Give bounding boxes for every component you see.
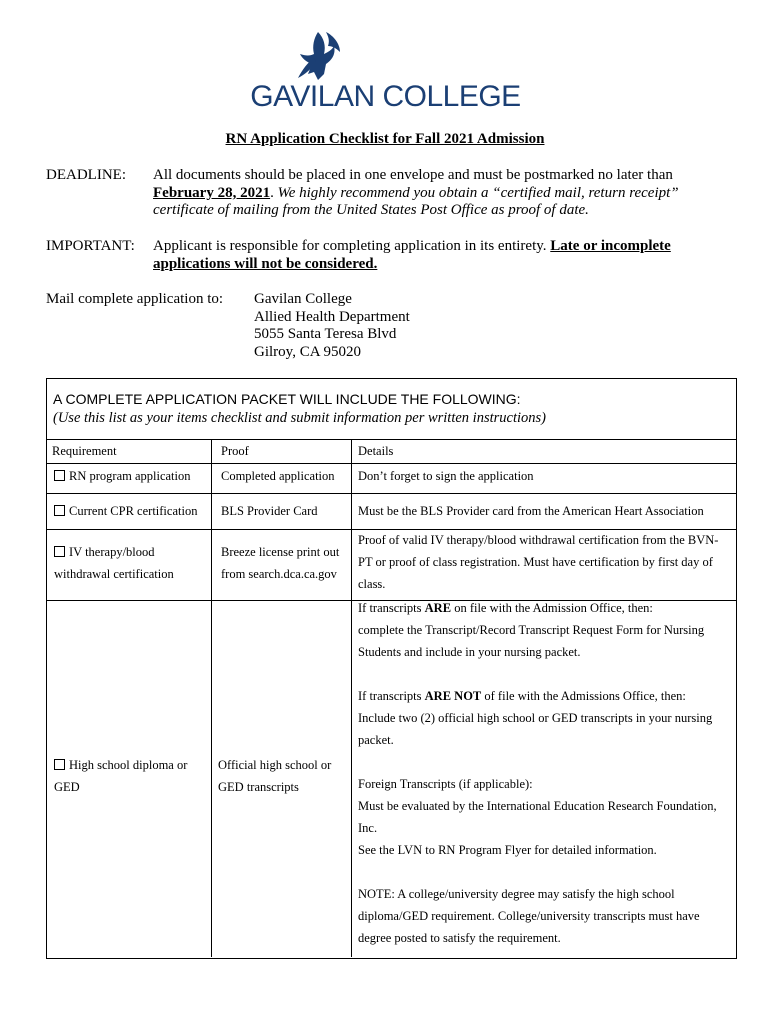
- details-line: Include two (2) official high school or GED transcripts in your nursing: [358, 711, 713, 725]
- details-line: NOTE: A college/university degree may satisfy the high school: [358, 887, 675, 901]
- details-line: diploma/GED requirement. College/university transcripts must have: [358, 909, 700, 923]
- requirement-label: Current CPR certification: [69, 504, 198, 518]
- row-divider: [47, 463, 736, 464]
- mailing-address: [254, 291, 410, 361]
- details-emphasis: ARE NOT: [424, 689, 482, 703]
- details-line: Inc.: [358, 821, 378, 835]
- requirement-label: RN program application: [69, 469, 191, 483]
- details-cell: [358, 529, 718, 595]
- header-requirement: Requirement: [52, 444, 117, 458]
- table-row: [54, 541, 174, 585]
- proof-cell: [221, 541, 339, 585]
- column-divider: [351, 439, 352, 957]
- checkbox[interactable]: [54, 759, 65, 770]
- details-line: [358, 597, 717, 619]
- important-emphasis: Late or incomplete applications will not be considered.: [153, 238, 671, 272]
- packet-heading-block: [53, 390, 546, 428]
- deadline-note: We highly recommend you obtain a “certified mail, return receipt” certificate of mailing from the United States Post Office as proof of date.: [153, 184, 679, 218]
- deadline-text: [153, 167, 713, 220]
- details-line: See the LVN to RN Program Flyer for detailed information.: [358, 843, 657, 857]
- details-line: degree posted to satisfy the requirement.: [358, 931, 561, 945]
- details-line: Proof of valid IV therapy/blood withdrawal certification from the BVN-: [358, 533, 719, 547]
- requirement-label: IV therapy/blood: [69, 545, 155, 559]
- proof-line: GED transcripts: [218, 780, 299, 794]
- address-line: 5055 Santa Teresa Blvd: [254, 326, 397, 342]
- table-row: [54, 754, 187, 798]
- deadline-label: DEADLINE:: [46, 167, 126, 183]
- address-line: Allied Health Department: [254, 308, 410, 325]
- details-line: Students and include in your nursing packet.: [358, 645, 581, 659]
- details-spacer: [358, 663, 717, 685]
- address-line: Gavilan College: [254, 291, 352, 307]
- row-divider: [47, 493, 736, 494]
- requirement-label: High school diploma or: [69, 758, 188, 772]
- column-divider: [211, 439, 212, 957]
- requirement-label-cont: withdrawal certification: [54, 567, 174, 581]
- details-line: class.: [358, 577, 386, 591]
- proof-line: Official high school or: [218, 758, 332, 772]
- details-emphasis: ARE: [424, 601, 452, 615]
- checkbox[interactable]: [54, 470, 65, 481]
- packet-heading: A COMPLETE APPLICATION PACKET WILL INCLUDE THE FOLLOWING:: [53, 391, 521, 407]
- details-cell: Must be the BLS Provider card from the American Heart Association: [358, 504, 704, 518]
- checkbox[interactable]: [54, 505, 65, 516]
- details-text: of file with the Admissions Office, then:: [481, 689, 686, 703]
- table-row: [54, 500, 197, 522]
- details-line: Must be evaluated by the International Education Research Foundation,: [358, 799, 717, 813]
- page-title: RN Application Checklist for Fall 2021 Admission: [225, 131, 545, 147]
- table-row: [54, 465, 191, 487]
- proof-cell: [218, 754, 331, 798]
- header-details: Details: [358, 444, 394, 458]
- proof-line: from search.dca.ca.gov: [221, 567, 337, 581]
- college-name: GAVILAN COLLEGE: [250, 80, 521, 113]
- details-text: If transcripts: [358, 601, 425, 615]
- details-line: [358, 685, 717, 707]
- details-line: packet.: [358, 733, 394, 747]
- deadline-text-1: All documents should be placed in one envelope and must be postmarked no later than: [153, 167, 673, 183]
- packet-subheading: (Use this list as your items checklist and submit information per written instructions): [53, 410, 546, 426]
- mail-label: Mail complete application to:: [46, 291, 224, 307]
- details-text: If transcripts: [358, 689, 425, 703]
- important-label: IMPORTANT:: [46, 238, 135, 254]
- details-line: PT or proof of class registration. Must have certification by first day of: [358, 555, 713, 569]
- important-text: [153, 238, 713, 273]
- checklist-box: [46, 378, 737, 959]
- checkbox[interactable]: [54, 546, 65, 557]
- proof-cell: Completed application: [221, 469, 335, 483]
- details-cell: Don’t forget to sign the application: [358, 469, 534, 483]
- proof-line: Breeze license print out: [221, 545, 340, 559]
- address-line: Gilroy, CA 95020: [254, 343, 361, 360]
- proof-cell: BLS Provider Card: [221, 504, 318, 518]
- details-line: Foreign Transcripts (if applicable):: [358, 777, 533, 791]
- details-text: on file with the Admission Office, then:: [451, 601, 653, 615]
- college-logo: [248, 28, 523, 114]
- deadline-sep: .: [270, 184, 278, 201]
- details-spacer: [358, 751, 717, 773]
- requirement-label-cont: GED: [54, 780, 80, 794]
- details-cell: [358, 597, 717, 949]
- header-proof: Proof: [221, 444, 249, 458]
- details-spacer: [358, 861, 717, 883]
- details-line: complete the Transcript/Record Transcript Request Form for Nursing: [358, 623, 705, 637]
- important-body: Applicant is responsible for completing application in its entirety.: [153, 238, 551, 254]
- deadline-date: February 28, 2021: [153, 184, 271, 201]
- eagle-icon: [248, 28, 523, 84]
